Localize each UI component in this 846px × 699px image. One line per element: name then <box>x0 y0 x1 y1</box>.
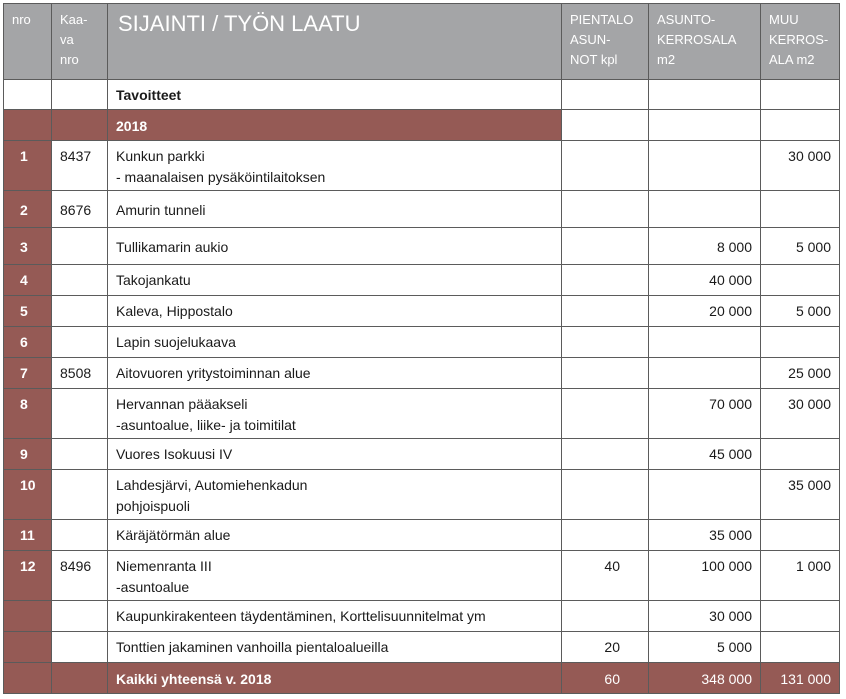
row-description <box>108 601 562 632</box>
row-nro: 2 <box>4 191 52 228</box>
row-nro: 12 <box>4 551 52 601</box>
row-kaava <box>52 439 108 470</box>
row-description <box>108 141 562 191</box>
row-description-line: Kaleva, Hippostalo <box>116 303 233 319</box>
row-pientalo <box>562 389 649 439</box>
year-row <box>4 110 840 141</box>
header-sijainti: SIJAINTI / TYÖN LAATU <box>108 4 562 80</box>
row-asunto: 30 000 <box>649 601 761 632</box>
total-kaava <box>52 663 108 694</box>
row-muu: 30 000 <box>761 141 840 191</box>
row-pientalo <box>562 520 649 551</box>
row-asunto <box>649 141 761 191</box>
row-kaava: 8437 <box>52 141 108 191</box>
row-kaava <box>52 470 108 520</box>
row-description <box>108 228 562 265</box>
row-kaava: 8508 <box>52 358 108 389</box>
total-pientalo: 60 <box>562 663 649 694</box>
planning-table <box>3 3 840 694</box>
row-pientalo <box>562 228 649 265</box>
row-muu <box>761 632 840 663</box>
row-description-line: Vuores Isokuusi IV <box>116 446 233 462</box>
row-kaava <box>52 296 108 327</box>
row-description-line: Kunkun parkki <box>116 148 205 164</box>
row-nro: 11 <box>4 520 52 551</box>
row-asunto: 40 000 <box>649 265 761 296</box>
row-nro: 3 <box>4 228 52 265</box>
row-asunto: 5 000 <box>649 632 761 663</box>
table-row <box>4 520 840 551</box>
row-pientalo: 20 <box>562 632 649 663</box>
row-kaava <box>52 520 108 551</box>
table-row <box>4 228 840 265</box>
row-description <box>108 389 562 439</box>
row-nro <box>4 601 52 632</box>
row-muu <box>761 327 840 358</box>
table-row <box>4 327 840 358</box>
row-description-line: Takojankatu <box>116 272 191 288</box>
table-row <box>4 141 840 191</box>
row-asunto: 70 000 <box>649 389 761 439</box>
row-muu <box>761 191 840 228</box>
header-pientalo: PIENTALO ASUN- NOT kpl <box>562 4 649 80</box>
row-muu: 30 000 <box>761 389 840 439</box>
row-asunto <box>649 470 761 520</box>
table-row <box>4 601 840 632</box>
header-nro: nro <box>4 4 52 80</box>
row-description-subline: -asuntoalue, liike- ja toimitilat <box>116 417 296 433</box>
row-description-line: Tullikamarin aukio <box>116 239 229 255</box>
row-muu <box>761 601 840 632</box>
row-muu <box>761 265 840 296</box>
row-kaava <box>52 327 108 358</box>
row-pientalo <box>562 439 649 470</box>
row-pientalo <box>562 470 649 520</box>
row-asunto <box>649 358 761 389</box>
table-row <box>4 632 840 663</box>
row-muu: 5 000 <box>761 228 840 265</box>
row-description-subline: -asuntoalue <box>116 579 190 595</box>
row-description <box>108 265 562 296</box>
header-row <box>4 4 840 80</box>
row-description-line: Kaupunkirakenteen täydentäminen, Korttelisuunnitelmat ym <box>116 608 486 624</box>
row-description <box>108 358 562 389</box>
row-pientalo <box>562 191 649 228</box>
table-row <box>4 265 840 296</box>
table-row <box>4 439 840 470</box>
row-description-subline: pohjoispuoli <box>116 498 190 514</box>
header-kaava: Kaa- va nro <box>52 4 108 80</box>
row-description-line: Lahdesjärvi, Automiehenkadun <box>116 477 308 493</box>
section-row <box>4 80 840 110</box>
year-label: 2018 <box>108 110 562 141</box>
row-muu: 25 000 <box>761 358 840 389</box>
row-kaava <box>52 265 108 296</box>
total-muu: 131 000 <box>761 663 840 694</box>
row-description-line: Tonttien jakaminen vanhoilla pientaloalueilla <box>116 639 389 655</box>
row-kaava <box>52 228 108 265</box>
row-pientalo <box>562 296 649 327</box>
row-kaava <box>52 601 108 632</box>
total-label: Kaikki yhteensä v. 2018 <box>108 663 562 694</box>
row-nro: 1 <box>4 141 52 191</box>
row-nro: 10 <box>4 470 52 520</box>
row-pientalo <box>562 265 649 296</box>
row-description <box>108 327 562 358</box>
table-row <box>4 389 840 439</box>
row-muu <box>761 520 840 551</box>
row-kaava <box>52 632 108 663</box>
row-nro <box>4 632 52 663</box>
row-asunto: 8 000 <box>649 228 761 265</box>
row-kaava <box>52 389 108 439</box>
row-pientalo <box>562 327 649 358</box>
row-asunto: 100 000 <box>649 551 761 601</box>
row-description-line: Niemenranta III <box>116 558 212 574</box>
row-nro: 5 <box>4 296 52 327</box>
row-description <box>108 520 562 551</box>
row-description <box>108 470 562 520</box>
table-row <box>4 296 840 327</box>
row-nro: 9 <box>4 439 52 470</box>
row-muu: 1 000 <box>761 551 840 601</box>
row-description <box>108 439 562 470</box>
row-nro: 4 <box>4 265 52 296</box>
row-muu: 5 000 <box>761 296 840 327</box>
row-pientalo: 40 <box>562 551 649 601</box>
row-pientalo <box>562 601 649 632</box>
table-row <box>4 358 840 389</box>
row-description-subline: - maanalaisen pysäköintilaitoksen <box>116 169 326 185</box>
table-row <box>4 191 840 228</box>
row-nro: 6 <box>4 327 52 358</box>
row-description-line: Lapin suojelukaava <box>116 334 236 350</box>
row-asunto <box>649 191 761 228</box>
row-description <box>108 632 562 663</box>
table-row <box>4 470 840 520</box>
header-asunto: ASUNTO- KERROSALA m2 <box>649 4 761 80</box>
row-description <box>108 296 562 327</box>
row-pientalo <box>562 358 649 389</box>
row-description-line: Hervannan pääakseli <box>116 396 248 412</box>
row-nro: 7 <box>4 358 52 389</box>
row-asunto: 35 000 <box>649 520 761 551</box>
row-kaava: 8676 <box>52 191 108 228</box>
row-pientalo <box>562 141 649 191</box>
row-muu: 35 000 <box>761 470 840 520</box>
row-description <box>108 191 562 228</box>
row-description-line: Aitovuoren yritystoiminnan alue <box>116 365 311 381</box>
row-nro: 8 <box>4 389 52 439</box>
row-asunto: 20 000 <box>649 296 761 327</box>
row-muu <box>761 439 840 470</box>
section-title: Tavoitteet <box>108 80 562 110</box>
row-description <box>108 551 562 601</box>
header-muu: MUU KERROS- ALA m2 <box>761 4 840 80</box>
total-nro <box>4 663 52 694</box>
row-kaava: 8496 <box>52 551 108 601</box>
row-description-line: Käräjätörmän alue <box>116 527 231 543</box>
row-asunto <box>649 327 761 358</box>
total-asunto: 348 000 <box>649 663 761 694</box>
total-row <box>4 663 840 694</box>
row-asunto: 45 000 <box>649 439 761 470</box>
table-row <box>4 551 840 601</box>
row-description-line: Amurin tunneli <box>116 202 206 218</box>
